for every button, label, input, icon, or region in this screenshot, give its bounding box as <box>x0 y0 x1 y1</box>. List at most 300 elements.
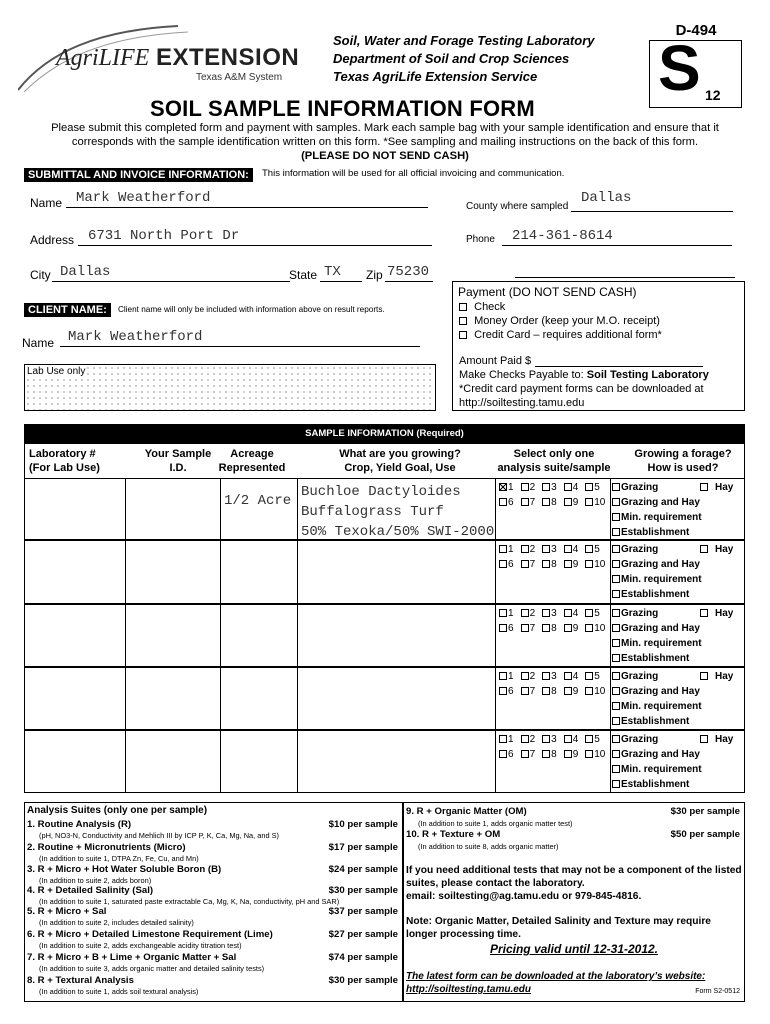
contact-email[interactable]: email: soiltesting@ag.tamu.edu or 979-845-4816. <box>406 891 642 902</box>
latest-form-text: The latest form can be downloaded at the laboratory’s website: <box>406 971 706 982</box>
min-requirement-label: Min. requirement <box>621 638 702 649</box>
suite-8-note: (In addition to suite 1, adds soil textural analysis) <box>39 987 199 996</box>
suite-number: 4 <box>572 608 579 619</box>
grazing-checkbox[interactable] <box>612 735 620 743</box>
column-divider <box>297 479 298 539</box>
min-requirement-checkbox[interactable] <box>612 513 620 521</box>
suite-number: 6 <box>508 559 514 570</box>
lab-name: Soil, Water and Forage Testing Laboratory <box>333 33 595 48</box>
suite-checkbox[interactable] <box>585 560 593 568</box>
suite-checkbox[interactable] <box>585 483 593 491</box>
suite-checkbox[interactable] <box>521 735 529 743</box>
grazing-and-hay-checkbox[interactable] <box>612 624 620 632</box>
hay-label: Hay <box>715 734 734 745</box>
crop-line: 50% Texoka/50% SWI-2000 <box>301 524 495 540</box>
credit-url[interactable]: http://soiltesting.tamu.edu <box>459 397 585 409</box>
column-divider <box>220 541 221 603</box>
processing-note: Note: Organic Matter, Detailed Salinity and Texture may require longer processing time. <box>406 916 711 940</box>
zip-field[interactable]: 75230 <box>385 264 433 282</box>
establishment-option[interactable] <box>612 714 744 729</box>
forage-grazing-hay-row <box>612 542 744 557</box>
suite-number: 2 <box>529 671 536 682</box>
suite-number: 1 <box>508 482 514 493</box>
payment-box <box>452 281 745 411</box>
grazing-and-hay-label: Grazing and Hay <box>621 749 700 760</box>
sample-id-cell[interactable] <box>125 479 220 539</box>
grazing-label: Grazing <box>621 671 659 682</box>
suite-checkbox[interactable] <box>499 483 507 491</box>
suite-4-name: 4. R + Detailed Salinity (Sal) <box>27 885 154 896</box>
establishment-option[interactable] <box>612 587 744 602</box>
forage-use-selector <box>612 732 744 792</box>
sample-info-heading: SAMPLE INFORMATION (Required) <box>24 424 745 444</box>
intro-line-3: (PLEASE DO NOT SEND CASH) <box>301 150 469 162</box>
suite-number: 1 <box>508 671 514 682</box>
payment-option-credit-card[interactable] <box>459 328 662 342</box>
hay-option[interactable] <box>700 606 733 621</box>
suite-option-row <box>499 669 612 684</box>
suite-number: 7 <box>529 623 536 634</box>
grazing-and-hay-label: Grazing and Hay <box>621 623 700 634</box>
suite-8-name: 8. R + Textural Analysis <box>27 975 134 986</box>
logo-subtitle: Texas A&M System <box>196 72 283 83</box>
suite-number: 8 <box>551 559 557 570</box>
suite-checkbox[interactable] <box>585 609 593 617</box>
min-requirement-label: Min. requirement <box>621 701 702 712</box>
forage-use-selector <box>612 480 744 540</box>
forage-grazing-hay-row <box>612 732 744 747</box>
suite-selector <box>499 480 612 510</box>
suite-checkbox[interactable] <box>542 609 550 617</box>
suite-checkbox[interactable] <box>499 498 507 506</box>
extra-tests-text: If you need additional tests that may not be a component of the listed suites, please contact the laboratory. <box>406 865 742 889</box>
suite-number: 2 <box>529 482 536 493</box>
amount-paid-label: Amount Paid $ <box>459 355 532 367</box>
suite-checkbox[interactable] <box>499 545 507 553</box>
min-requirement-option[interactable] <box>612 699 744 714</box>
min-requirement-label: Min. requirement <box>621 512 702 523</box>
min-requirement-checkbox[interactable] <box>612 575 620 583</box>
suite-checkbox[interactable] <box>564 687 572 695</box>
suite-number: 10 <box>594 559 606 570</box>
suite-number: 4 <box>572 671 579 682</box>
grazing-checkbox[interactable] <box>612 672 620 680</box>
suite-number: 10 <box>594 749 606 760</box>
column-divider <box>495 605 496 666</box>
suite-number: 3 <box>551 734 557 745</box>
suite-number: 9 <box>572 623 579 634</box>
suite-checkbox[interactable] <box>521 624 529 632</box>
suite-option-row <box>499 495 612 510</box>
payment-option-money-order[interactable] <box>459 314 662 328</box>
column-divider <box>297 605 298 666</box>
suite-checkbox[interactable] <box>521 687 529 695</box>
column-divider <box>495 541 496 603</box>
suite-checkbox[interactable] <box>585 624 593 632</box>
suite-selector <box>499 732 612 762</box>
suite-9-price: $30 per sample <box>670 806 740 817</box>
page-title: SOIL SAMPLE INFORMATION FORM <box>150 96 535 121</box>
forage-grazing-hay-row <box>612 480 744 495</box>
name-label: Name <box>30 196 63 210</box>
s-letter: S <box>658 32 701 104</box>
hay-label: Hay <box>715 608 734 619</box>
suite-number: 1 <box>508 608 514 619</box>
department-name: Department of Soil and Crop Sciences <box>333 51 570 66</box>
hay-option[interactable] <box>700 480 733 495</box>
suite-checkbox[interactable] <box>564 609 572 617</box>
establishment-checkbox[interactable] <box>612 717 620 725</box>
establishment-checkbox[interactable] <box>612 590 620 598</box>
submittal-note: This information will be used for all official invoicing and communication. <box>262 168 565 179</box>
payment-option-check-label: Check <box>474 301 506 313</box>
hay-option[interactable] <box>700 732 733 747</box>
hay-checkbox[interactable] <box>700 735 708 743</box>
s-number: 12 <box>705 87 721 103</box>
suite-checkbox[interactable] <box>564 735 572 743</box>
suite-checkbox[interactable] <box>585 498 593 506</box>
payment-option-check[interactable] <box>459 300 662 314</box>
suite-number: 3 <box>551 482 557 493</box>
county-field[interactable]: Dallas <box>571 190 733 212</box>
establishment-label: Establishment <box>621 779 690 790</box>
hay-checkbox[interactable] <box>700 672 708 680</box>
min-requirement-checkbox[interactable] <box>612 702 620 710</box>
suite-number: 9 <box>572 497 579 508</box>
suite-number: 3 <box>551 608 557 619</box>
table-row <box>24 604 745 667</box>
suite-checkbox[interactable] <box>542 560 550 568</box>
suite-number: 4 <box>572 482 579 493</box>
suite-1-price: $10 per sample <box>328 819 398 830</box>
establishment-checkbox[interactable] <box>612 654 620 662</box>
min-requirement-checkbox[interactable] <box>612 639 620 647</box>
lab-number-cell[interactable] <box>25 605 125 666</box>
suite-checkbox[interactable] <box>542 498 550 506</box>
column-divider <box>220 731 221 792</box>
suite-5-note: (In addition to suite 2, includes detailed salinity) <box>39 918 194 927</box>
suite-3-price: $24 per sample <box>328 864 398 875</box>
amount-paid-field[interactable] <box>535 355 703 367</box>
column-divider <box>297 731 298 792</box>
agrilife-logo: AgriLIFE EXTENSION <box>56 44 300 71</box>
table-row <box>24 540 745 604</box>
grazing-and-hay-option[interactable] <box>612 747 744 762</box>
client-heading: CLIENT NAME: <box>24 303 111 317</box>
suite-checkbox[interactable] <box>542 624 550 632</box>
suite-checkbox[interactable] <box>542 750 550 758</box>
suite-checkbox[interactable] <box>521 609 529 617</box>
acreage-cell[interactable]: 1/2 Acre <box>224 493 292 509</box>
suite-checkbox[interactable] <box>542 735 550 743</box>
suite-5-name: 5. R + Micro + Sal <box>27 906 107 917</box>
suite-checkbox[interactable] <box>564 624 572 632</box>
suite-9-note: (In addition to suite 1, adds organic matter test) <box>418 819 573 828</box>
grazing-checkbox[interactable] <box>612 483 620 491</box>
suite-checkbox[interactable] <box>564 750 572 758</box>
suite-number: 7 <box>529 497 536 508</box>
hay-label: Hay <box>715 482 734 493</box>
suite-number: 8 <box>551 623 557 634</box>
suite-checkbox[interactable] <box>585 672 593 680</box>
suite-3-note: (In addition to suite 2, adds boron) <box>39 876 152 885</box>
suite-1-note: (pH, NO3-N, Conductivity and Mehlich III by ICP P, K, Ca, Mg, Na, and S) <box>39 831 280 840</box>
suite-checkbox[interactable] <box>521 545 529 553</box>
lab-use-label: Lab Use only <box>27 366 86 377</box>
suite-checkbox[interactable] <box>521 483 529 491</box>
min-requirement-option[interactable] <box>612 572 744 587</box>
name-field[interactable]: Mark Weatherford <box>66 190 428 208</box>
suite-option-row <box>499 621 612 636</box>
establishment-option[interactable] <box>612 777 744 792</box>
checkbox[interactable] <box>459 331 467 339</box>
suite-6-note: (In addition to suite 2, adds exchangeable acidity titration test) <box>39 941 242 950</box>
suite-number: 9 <box>572 749 579 760</box>
table-row <box>24 730 745 793</box>
suite-checkbox[interactable] <box>499 560 507 568</box>
establishment-checkbox[interactable] <box>612 528 620 536</box>
suite-checkbox[interactable] <box>564 672 572 680</box>
phone-field[interactable]: 214-361-8614 <box>502 228 732 246</box>
suite-checkbox[interactable] <box>499 750 507 758</box>
checkbox[interactable] <box>459 317 467 325</box>
column-divider <box>297 541 298 603</box>
suite-option-row <box>499 606 612 621</box>
suite-number: 9 <box>572 559 579 570</box>
hay-option[interactable] <box>700 669 733 684</box>
column-divider <box>220 605 221 666</box>
hay-option[interactable] <box>700 542 733 557</box>
establishment-option[interactable] <box>612 651 744 666</box>
suite-checkbox[interactable] <box>521 498 529 506</box>
address-field[interactable]: 6731 North Port Dr <box>78 228 432 246</box>
suite-checkbox[interactable] <box>542 687 550 695</box>
suite-5-price: $37 per sample <box>328 906 398 917</box>
additional-info-box <box>403 802 745 1002</box>
analysis-suites-box <box>24 802 403 1002</box>
suite-number: 7 <box>529 749 536 760</box>
lab-number-cell[interactable] <box>25 541 125 603</box>
intro-line-1: Please submit this completed form and payment with samples. Mark each sample bag with your sample identification and ensure that it <box>51 122 719 134</box>
col-sample-id: Your Sample I.D. <box>144 448 212 474</box>
payable-prefix: Make Checks Payable to: <box>459 369 587 381</box>
grazing-and-hay-label: Grazing and Hay <box>621 686 700 697</box>
client-name-label: Name <box>22 336 55 350</box>
sample-id-cell[interactable] <box>125 731 220 792</box>
suite-option-row <box>499 747 612 762</box>
suite-checkbox[interactable] <box>585 687 593 695</box>
submittal-heading: SUBMITTAL AND INVOICE INFORMATION: <box>24 168 253 182</box>
suite-checkbox[interactable] <box>564 483 572 491</box>
suite-2-name: 2. Routine + Micronutrients (Micro) <box>27 842 186 853</box>
suite-number: 7 <box>529 559 536 570</box>
suite-checkbox[interactable] <box>499 609 507 617</box>
establishment-label: Establishment <box>621 653 690 664</box>
suite-checkbox[interactable] <box>564 498 572 506</box>
lab-number-cell[interactable] <box>25 731 125 792</box>
client-note: Client name will only be included with information above on result reports. <box>118 305 385 314</box>
grazing-and-hay-label: Grazing and Hay <box>621 559 700 570</box>
suite-checkbox[interactable] <box>585 750 593 758</box>
lab-number-cell[interactable] <box>25 668 125 729</box>
county-label: County where sampled <box>466 201 569 212</box>
suite-checkbox[interactable] <box>585 545 593 553</box>
suites-heading: Analysis Suites (only one per sample) <box>27 805 208 816</box>
form-s-badge <box>649 32 742 108</box>
suite-10-name: 10. R + Texture + OM <box>406 829 501 840</box>
suite-number: 5 <box>594 482 600 493</box>
col-lab-number: Laboratory # (For Lab Use) <box>29 448 100 474</box>
grazing-label: Grazing <box>621 734 659 745</box>
suite-number: 2 <box>529 608 536 619</box>
client-name-field[interactable]: Mark Weatherford <box>60 329 420 347</box>
suite-4-note: (In addition to suite 1, saturated paste extractable Ca, Mg, K, Na, conductivity, pH and SAR) <box>39 897 340 906</box>
suite-checkbox[interactable] <box>499 687 507 695</box>
crop-cell[interactable] <box>301 482 494 542</box>
min-requirement-option[interactable] <box>612 762 744 777</box>
blank-line <box>515 264 735 278</box>
sample-id-cell[interactable] <box>125 605 220 666</box>
suite-number: 1 <box>508 734 514 745</box>
suite-2-note: (In addition to suite 1, DTPA Zn, Fe, Cu, and Mn) <box>39 854 199 863</box>
min-requirement-option[interactable] <box>612 636 744 651</box>
suite-checkbox[interactable] <box>521 750 529 758</box>
grazing-and-hay-option[interactable] <box>612 684 744 699</box>
credit-note: *Credit card payment forms can be downloaded at <box>459 383 704 395</box>
suite-number: 8 <box>551 686 557 697</box>
grazing-and-hay-checkbox[interactable] <box>612 498 620 506</box>
min-requirement-label: Min. requirement <box>621 574 702 585</box>
payment-option-money-order-label: Money Order (keep your M.O. receipt) <box>474 315 660 327</box>
hay-label: Hay <box>715 671 734 682</box>
col-crop: What are you growing? Crop, Yield Goal, Use <box>339 448 461 474</box>
suite-checkbox[interactable] <box>499 624 507 632</box>
crop-line: Buffalograss Turf <box>301 504 444 520</box>
min-requirement-checkbox[interactable] <box>612 765 620 773</box>
grazing-and-hay-checkbox[interactable] <box>612 687 620 695</box>
service-name: Texas AgriLife Extension Service <box>333 69 538 84</box>
establishment-checkbox[interactable] <box>612 780 620 788</box>
forage-grazing-hay-row <box>612 606 744 621</box>
suite-option-row <box>499 557 612 572</box>
suite-selector <box>499 606 612 636</box>
payable-name: Soil Testing Laboratory <box>586 369 709 381</box>
suite-number: 4 <box>572 544 579 555</box>
col-suite: Select only one analysis suite/sample <box>497 448 611 474</box>
grazing-checkbox[interactable] <box>612 609 620 617</box>
intro-line-2: corresponds with the sample identification written on this form. *See sampling and mailing instructions on the back of this form. <box>71 136 699 148</box>
suite-3-name: 3. R + Micro + Hot Water Soluble Boron (B) <box>27 864 222 875</box>
establishment-option[interactable] <box>612 525 744 540</box>
suite-number: 5 <box>594 544 600 555</box>
suite-7-price: $74 per sample <box>328 952 398 963</box>
suite-number: 6 <box>508 749 514 760</box>
state-label: State <box>289 268 318 282</box>
suite-option-row <box>499 684 612 699</box>
column-divider <box>220 479 221 539</box>
suite-number: 10 <box>594 623 606 634</box>
suite-checkbox[interactable] <box>585 735 593 743</box>
grazing-and-hay-option[interactable] <box>612 495 744 510</box>
zip-label: Zip <box>366 268 383 282</box>
payment-options <box>459 300 662 342</box>
forage-use-selector <box>612 542 744 602</box>
suite-7-name: 7. R + Micro + B + Lime + Organic Matter + Sal <box>27 952 237 963</box>
lab-number-cell[interactable] <box>25 479 125 539</box>
suite-2-price: $17 per sample <box>328 842 398 853</box>
state-field[interactable]: TX <box>320 264 362 282</box>
sample-id-cell[interactable] <box>125 541 220 603</box>
suite-option-row <box>499 542 612 557</box>
suite-selector <box>499 669 612 699</box>
suite-number: 4 <box>572 734 579 745</box>
suite-4-price: $30 per sample <box>328 885 398 896</box>
hay-checkbox[interactable] <box>700 609 708 617</box>
sample-id-cell[interactable] <box>125 668 220 729</box>
suite-checkbox[interactable] <box>499 672 507 680</box>
grazing-and-hay-checkbox[interactable] <box>612 750 620 758</box>
grazing-label: Grazing <box>621 482 659 493</box>
suite-number: 8 <box>551 497 557 508</box>
suite-option-row <box>499 732 612 747</box>
city-field[interactable]: Dallas <box>52 264 290 282</box>
column-divider <box>220 668 221 729</box>
suite-number: 3 <box>551 671 557 682</box>
grazing-and-hay-label: Grazing and Hay <box>621 497 700 508</box>
grazing-and-hay-checkbox[interactable] <box>612 560 620 568</box>
suite-number: 6 <box>508 686 514 697</box>
payable-line <box>459 369 709 381</box>
suite-10-price: $50 per sample <box>670 829 740 840</box>
lab-use-box <box>24 364 436 411</box>
suite-checkbox[interactable] <box>542 672 550 680</box>
city-label: City <box>30 268 51 282</box>
forage-use-selector <box>612 606 744 666</box>
column-divider <box>495 731 496 792</box>
suite-checkbox[interactable] <box>521 672 529 680</box>
grazing-and-hay-option[interactable] <box>612 557 744 572</box>
phone-label: Phone <box>466 234 495 245</box>
suite-checkbox[interactable] <box>542 483 550 491</box>
grazing-checkbox[interactable] <box>612 545 620 553</box>
intro-text <box>22 121 748 163</box>
suite-checkbox[interactable] <box>564 545 572 553</box>
checkbox[interactable] <box>459 303 467 311</box>
hay-checkbox[interactable] <box>700 545 708 553</box>
suite-6-price: $27 per sample <box>328 929 398 940</box>
suite-checkbox[interactable] <box>564 560 572 568</box>
crop-line: Buchloe Dactyloides <box>301 484 461 500</box>
suite-number: 9 <box>572 686 579 697</box>
hay-label: Hay <box>715 544 734 555</box>
hay-checkbox[interactable] <box>700 483 708 491</box>
suite-number: 1 <box>508 544 514 555</box>
website-link[interactable]: http://soiltesting.tamu.edu <box>406 984 531 995</box>
grazing-label: Grazing <box>621 608 659 619</box>
min-requirement-option[interactable] <box>612 510 744 525</box>
suite-option-row <box>499 480 612 495</box>
suite-checkbox[interactable] <box>542 545 550 553</box>
suite-checkbox[interactable] <box>521 560 529 568</box>
suite-checkbox[interactable] <box>499 735 507 743</box>
pricing-valid: Pricing valid until 12-31-2012. <box>489 942 659 956</box>
grazing-and-hay-option[interactable] <box>612 621 744 636</box>
establishment-label: Establishment <box>621 527 690 538</box>
form-code: D-494 <box>675 22 717 39</box>
col-acreage: Acreage Represented <box>218 448 286 474</box>
suite-number: 6 <box>508 497 514 508</box>
establishment-label: Establishment <box>621 589 690 600</box>
